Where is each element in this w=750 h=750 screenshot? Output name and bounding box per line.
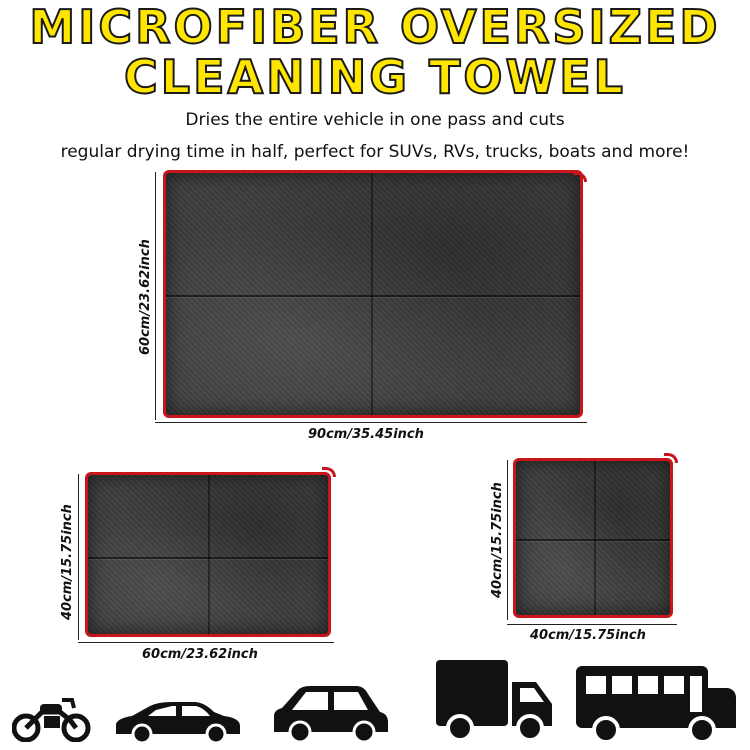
title-line-1: MICROFIBER OVERSIZED [29,0,721,54]
small-height-dimension-line [507,460,508,620]
title-line-2: CLEANING TOWEL [124,50,626,104]
medium-height-label: 40cm/15.75inch [60,504,75,620]
small-towel-hang-loop [664,453,678,463]
large-width-label: 90cm/35.45inch [308,427,424,442]
hatchback-icon [270,682,392,744]
subtitle-line-2: regular drying time in half, perfect for SUVs, RVs, trucks, boats and more! [60,142,690,162]
medium-width-dimension-line [78,642,334,643]
bus-icon [572,662,740,746]
small-width-label: 40cm/15.75inch [530,628,646,643]
large-towel-hang-loop [573,172,587,182]
medium-height-dimension-line [78,474,79,640]
large-towel-image [163,170,583,418]
large-width-dimension-line [155,422,587,423]
small-height-label: 40cm/15.75inch [490,482,505,598]
subtitle-line-1: Dries the entire vehicle in one pass and cuts [185,110,565,130]
motorcycle-icon [12,690,92,742]
sedan-icon [112,700,244,744]
medium-towel-hang-loop [322,467,336,477]
medium-width-label: 60cm/23.62inch [142,647,258,662]
small-width-dimension-line [507,624,677,625]
small-towel-image [513,458,673,618]
large-height-dimension-line [155,172,156,420]
large-height-label: 60cm/23.62inch [138,239,153,355]
medium-towel-image [85,472,331,637]
truck-icon [432,656,556,746]
